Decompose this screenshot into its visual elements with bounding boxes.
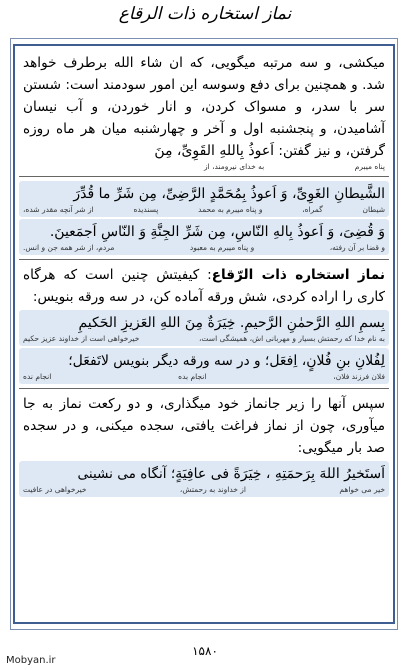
section-heading: نماز استخاره ذات الرّقاع <box>211 267 385 283</box>
gloss-row-4 <box>23 334 385 344</box>
arabic-band-6 <box>19 461 389 497</box>
arabic-band-5 <box>19 348 389 384</box>
gloss-row-3 <box>23 243 385 253</box>
gloss-row-5 <box>23 372 385 382</box>
page-title: نماز استخاره ذات الرقاع <box>118 4 292 24</box>
arabic-phrase-1: اَعوذُ بِاللهِ القَوِیِّ، مِنَ <box>154 143 275 159</box>
paragraph-5 <box>23 463 385 485</box>
arabic-phrase-5-end: لاتَفعَل؛ <box>68 353 109 369</box>
arabic-phrase-3: وَ قُضِیَ، وَ اَعوذُ بِالهِ النّاسِ، مِن شَرِّ الجِنَّةِ وَ النّاسِ اَجمَعینَ. <box>49 224 385 240</box>
arabic-phrase-2: الشَّیطانِ الغَوِیِّ، وَ اَعوذُ بِمُحَمَّدٍ الرَّضِیِّ، مِن شَرِّ ما قُدِّرَ <box>73 186 385 202</box>
gloss: خیرخواهی در عافیت <box>23 485 87 494</box>
gloss-row-1 <box>23 162 385 172</box>
gloss: به خدای نیرومند، از <box>203 162 265 171</box>
gloss: و پناه میبرم به محمد <box>198 205 263 214</box>
gloss: به نام خدا که رحمتش بسیار و مهربانی اش، همیشگی است، <box>199 334 385 343</box>
arabic-phrase-4: بِسمِ اللهِ الرَّحمٰنِ الرَّحیمِ. خِیَرَةٌ مِنَ اللهِ العَزیزِ الحَکیمِ <box>78 315 385 331</box>
paragraph-5-text: ؛ آنگاه می نشینی <box>77 466 176 482</box>
arabic-phrase-6: اَستَخیرُ اللهَ بِرَحمَتِهِ ، خِیَرَةً فی عافِیَةٍ <box>175 466 385 482</box>
paragraph-4: سپس آنها را زیر جانماز خود میگذاری، و دو رکعت نماز به جا میآوری، چون از نماز فراغت یافتی، سجده میکنی، و در سجده صد بار میگویی: <box>23 396 385 456</box>
gloss: پناه میبرم <box>354 162 385 171</box>
gloss-row-2 <box>23 205 385 215</box>
arabic-phrase-5: لِفُلانِ بنِ فُلانٍ، اِفعَل؛ <box>264 353 385 369</box>
gloss: انجام نده <box>23 372 52 381</box>
page-number: ۱۵۸۰ <box>192 644 218 658</box>
paragraph-1 <box>23 52 385 162</box>
gloss: مردم، از شر همه جن و انس. <box>23 243 115 252</box>
gloss: گمراه، <box>302 205 323 214</box>
arabic-band-2 <box>19 181 389 217</box>
gloss: و پناه میبرم به معبود <box>189 243 255 252</box>
gloss: شیطان <box>362 205 385 214</box>
arabic-band-4 <box>19 310 389 346</box>
gloss: و قضا بر آن رفته، <box>329 243 385 252</box>
gloss: خیرخواهی است از خداوند عزیز حکیم <box>23 334 140 343</box>
arabic-band-3 <box>19 219 389 255</box>
paragraph-3-text: و در سه ورقه دیگر بنویس <box>113 353 261 369</box>
paragraph-1-text: میکشی، و سه مرتبه میگویی، که ان شاء الله برطرف خواهد شد. و همچنین برای دفع وسوسه این امور سودمند است: شستن سر با سدر، و مسواک کردن، و انار خوردن، و آب نیسان آشامیدن، و پنجشنبه اول و آخر و چهارشنبه میان هر ماه روزه گرفتن، و نیز گفتن: <box>23 55 385 159</box>
gloss: فلان فرزند فلان، <box>333 372 385 381</box>
gloss-row-6 <box>23 485 385 495</box>
content-frame <box>13 44 395 624</box>
divider <box>19 259 389 260</box>
divider <box>19 388 389 389</box>
paragraph-2-text: : کیفیتش چنین است که هرگاه کاری را اراده کردی، شش ورقه آماده کن، در سه ورقه بنویس: <box>23 267 385 305</box>
gloss: از خداوند به رحمتش، <box>179 485 247 494</box>
gloss: پسندیده <box>133 205 159 214</box>
gloss: از شر آنچه مقدر شده، <box>23 205 94 214</box>
paragraph-3 <box>23 350 385 372</box>
gloss: انجام بده <box>178 372 207 381</box>
divider <box>19 176 389 177</box>
paragraph-2 <box>23 264 385 308</box>
gloss: خیر می خواهم <box>339 485 385 494</box>
watermark-text: Mobyan.ir <box>6 655 56 666</box>
